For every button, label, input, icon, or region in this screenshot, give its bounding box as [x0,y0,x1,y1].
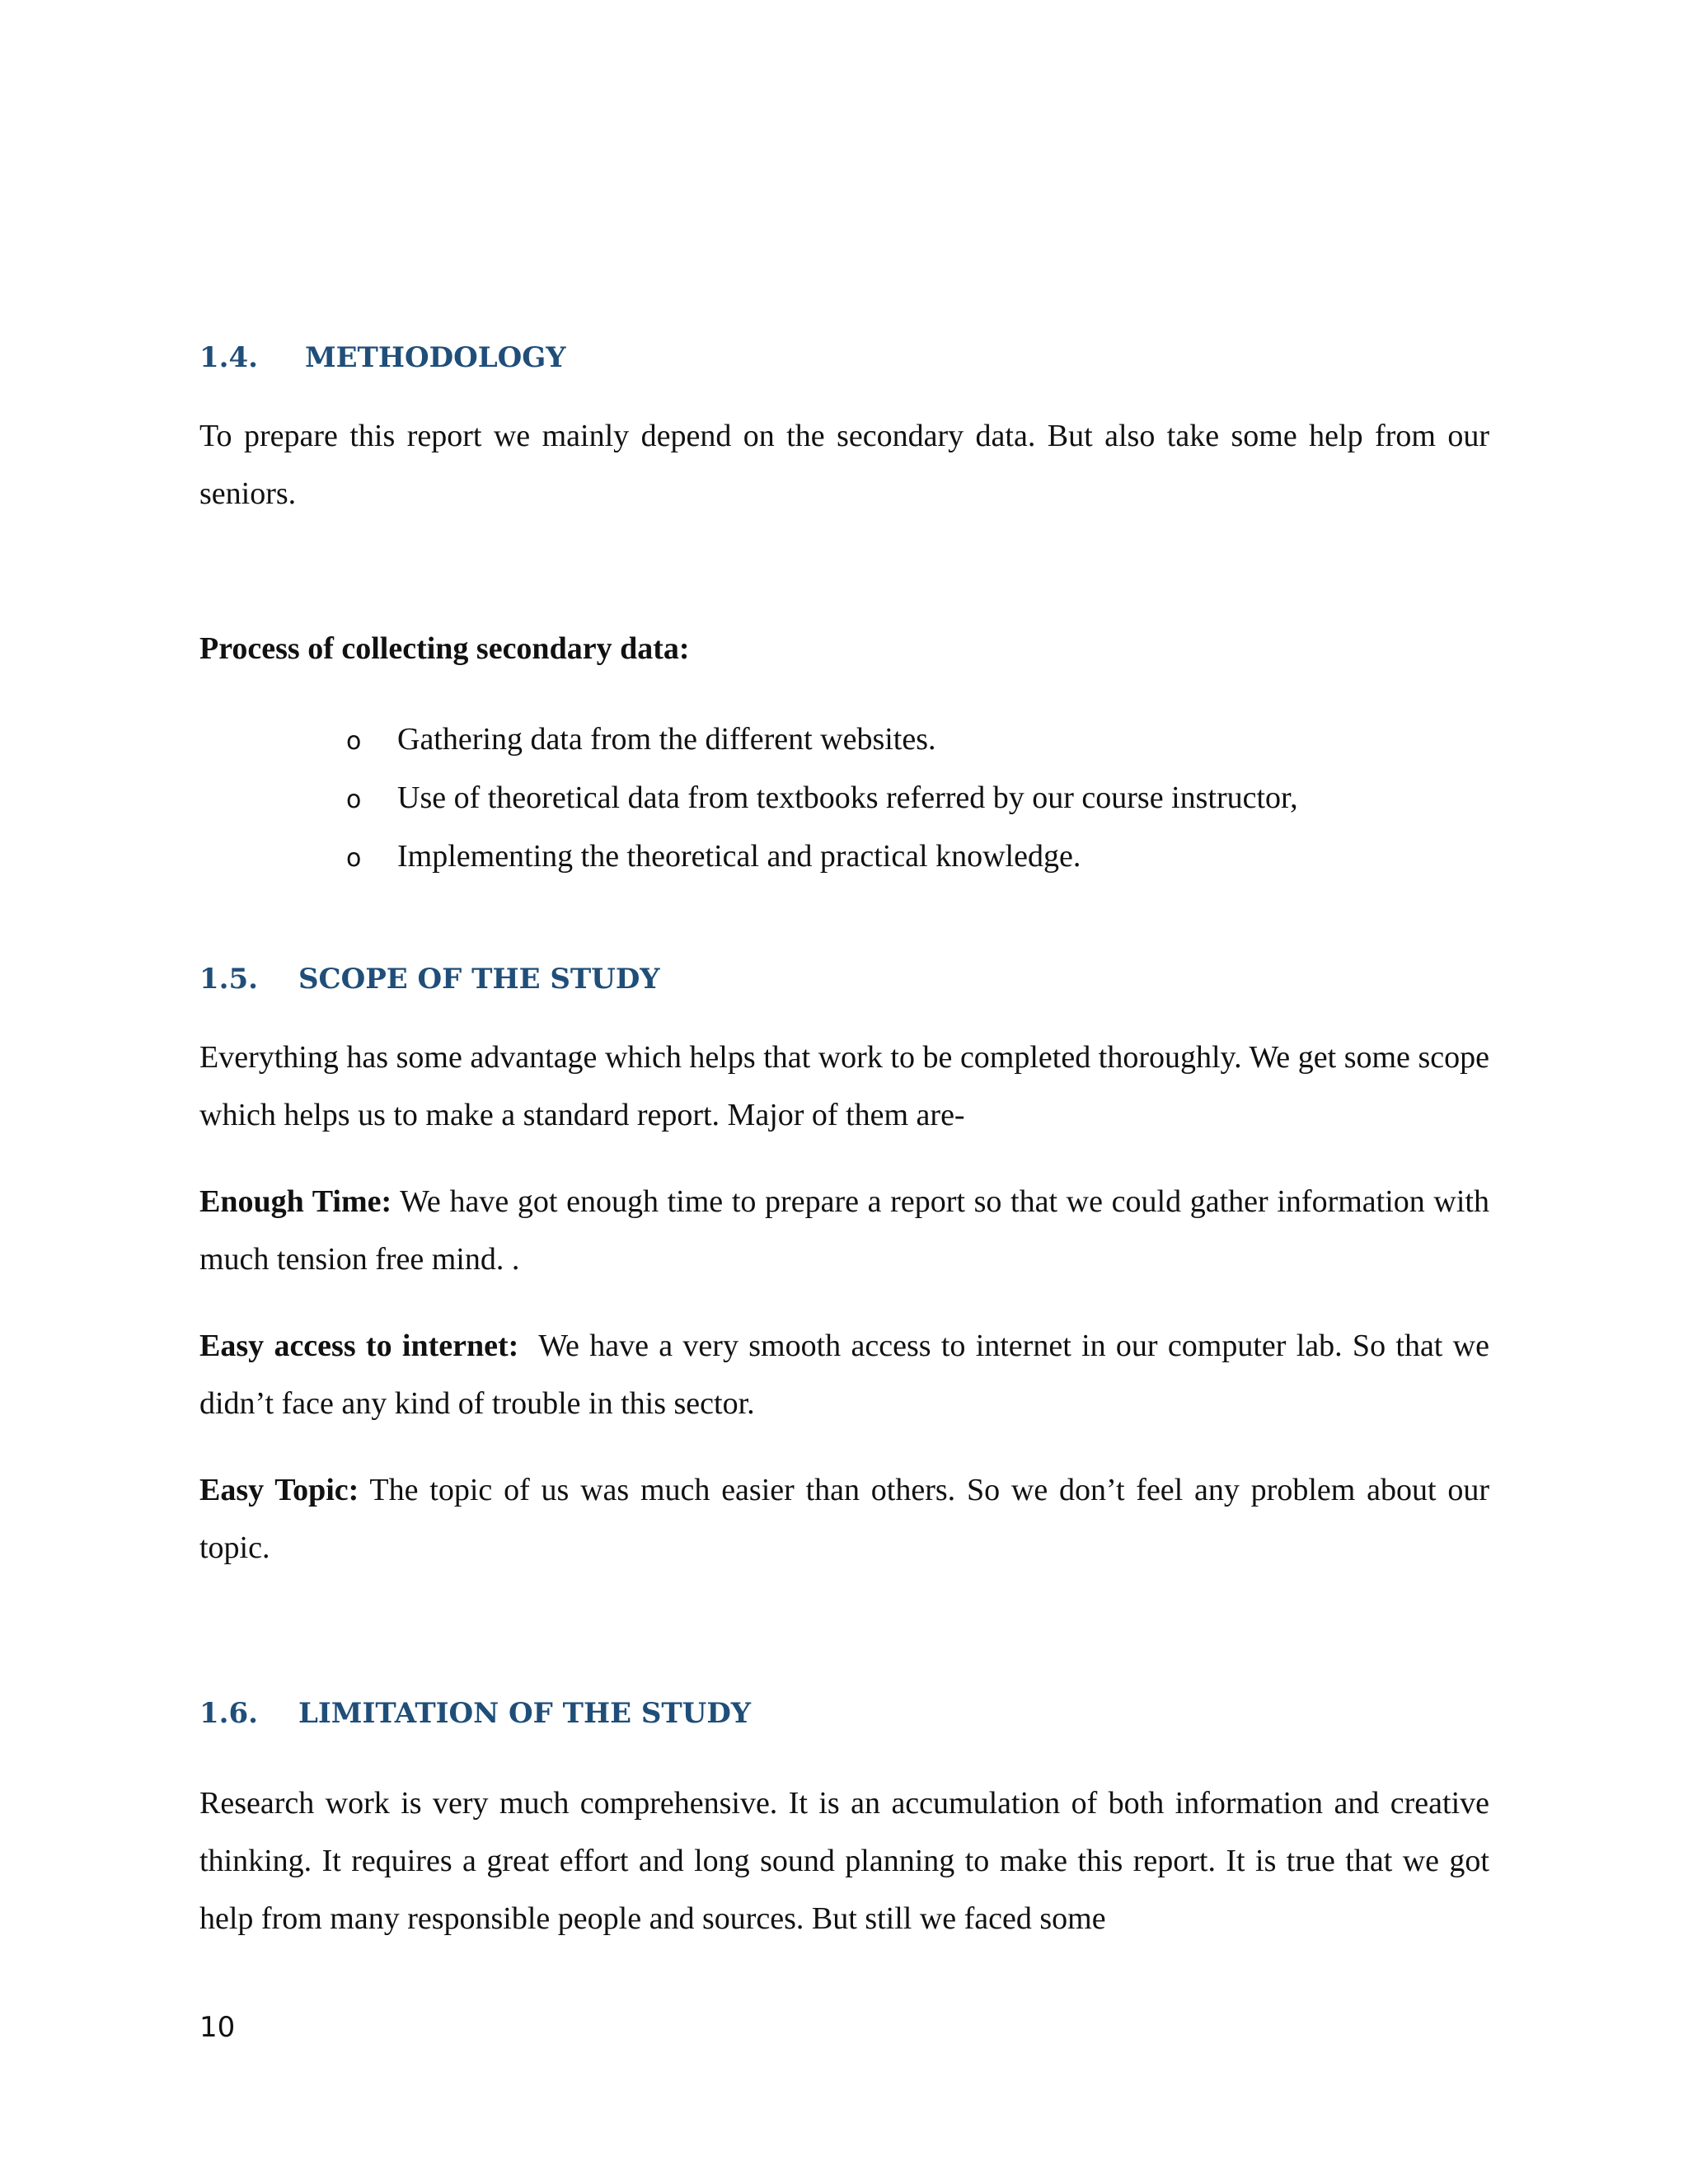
point-label: Enough Time: [199,1184,392,1219]
section-number: 1.6. [199,1697,258,1730]
list-item: o Implementing the theoretical and practical knowledge. [346,827,1298,886]
scope-point-internet [199,1317,1489,1432]
point-label: Easy access to internet: [199,1329,519,1363]
section-title: METHODOLOGY [305,341,566,374]
section-title: LIMITATION OF THE STUDY [298,1697,752,1730]
point-text: The topic of us was much easier than others. So we don’t feel any problem about our topic. [199,1473,1489,1565]
point-label: Easy Topic: [199,1473,359,1507]
list-item: o Gathering data from the different websites. [346,710,1298,769]
section-heading-scope [199,963,660,996]
methodology-paragraph: To prepare this report we mainly depend on the secondary data. But also take some help from our seniors. [199,419,1489,511]
point-text: We have a very smooth access to internet in our computer lab. So that we didn’t face any kind of trouble in this sector. [199,1329,1489,1421]
limitation-paragraph: Research work is very much comprehensive. It is an accumulation of both information and creative thinking. It requires a great effort and long sound planning to make this report. It is true that we got help from many responsible people and sources. But still we faced some [199,1786,1489,1936]
scope-point-easy-topic [199,1461,1489,1577]
section-number: 1.5. [199,963,258,996]
process-list [346,710,1298,886]
bullet-icon: o [346,727,362,756]
page-number: 10 [199,2011,236,2044]
process-subheading: Process of collecting secondary data: [199,631,690,666]
bullet-icon: o [346,785,362,814]
section-number: 1.4. [199,341,258,374]
section-title: SCOPE OF THE STUDY [298,963,660,996]
point-text: We have got enough time to prepare a report so that we could gather information with much tension free mind. . [199,1184,1489,1277]
scope-point-enough-time [199,1173,1489,1288]
section-heading-methodology [199,341,566,374]
bullet-icon: o [346,844,362,873]
scope-intro-paragraph: Everything has some advantage which helps that work to be completed thoroughly. We get some scope which helps us to make a standard report. Major of them are- [199,1040,1489,1132]
section-heading-limitation [199,1697,751,1730]
list-item: o Use of theoretical data from textbooks referred by our course instructor, [346,769,1298,827]
